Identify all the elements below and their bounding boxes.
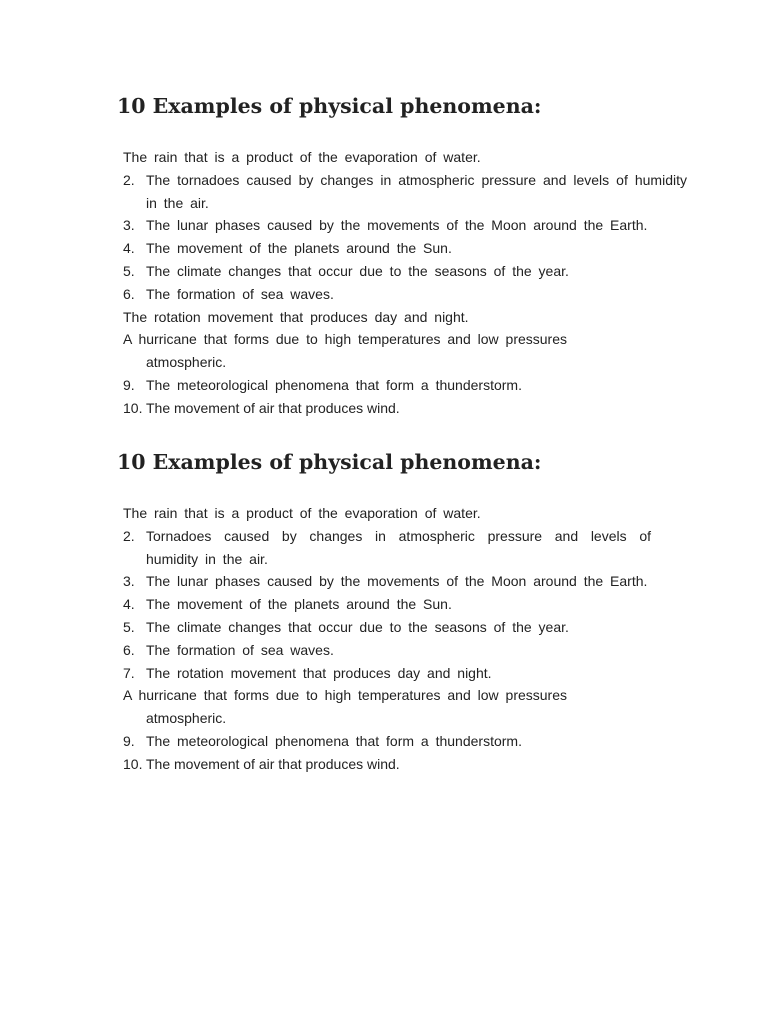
list-item-text: The formation of sea waves.	[146, 285, 334, 302]
list-item-text: Tornadoes caused by changes in atmospheric pressure and levels of humidity in the air.	[146, 527, 651, 567]
list-item-text: The movement of air that produces wind.	[146, 399, 400, 416]
list-item-number: 9.	[123, 376, 135, 393]
list-item-number: 6.	[123, 285, 135, 302]
list-item-number: 10.	[123, 755, 143, 772]
list-item-text: The climate changes that occur due to the seasons of the year.	[146, 618, 569, 635]
list-item	[123, 753, 687, 776]
list-item-number: 2.	[123, 171, 135, 188]
list-item-text: The rotation movement that produces day and night.	[146, 664, 492, 681]
list-item-text: The rain that is a product of the evaporation of water.	[123, 149, 481, 165]
list-item-text: A hurricane that forms due to high temperatures and low pressures atmospheric.	[123, 331, 567, 371]
phenomena-section-2	[117, 448, 687, 776]
list-item	[123, 397, 687, 420]
list-item-number: 5.	[123, 262, 135, 279]
list-item	[123, 684, 644, 730]
list-item-text: The meteorological phenomena that form a thunderstorm.	[146, 732, 522, 749]
list-item-text: The meteorological phenomena that form a thunderstorm.	[146, 376, 522, 393]
list-item-number: 3.	[123, 217, 135, 234]
list-item-text: The lunar phases caused by the movements of the Moon around the Earth.	[146, 217, 648, 234]
list-item	[123, 502, 687, 525]
list-item	[123, 593, 687, 616]
list-item	[123, 639, 687, 662]
list-item-number: 10.	[123, 399, 143, 416]
list-item	[123, 214, 687, 237]
list-item-number: 6.	[123, 641, 135, 658]
list-item-text: The rotation movement that produces day and night.	[123, 308, 469, 325]
list-item	[123, 374, 687, 397]
list-item	[123, 283, 687, 306]
list-item-text: The rain that is a product of the evaporation of water.	[123, 505, 481, 521]
list-item-number: 3.	[123, 573, 135, 590]
list-item	[123, 237, 687, 260]
list-item-text: The tornadoes caused by changes in atmospheric pressure and levels of humidity in the air.	[146, 171, 687, 211]
list-item-text: The formation of sea waves.	[146, 641, 334, 658]
list-item-number: 4.	[123, 240, 135, 257]
list-item	[123, 570, 687, 593]
list-item	[123, 662, 687, 685]
list-item-number: 5.	[123, 618, 135, 635]
phenomena-list	[117, 502, 687, 776]
section-heading: 10 Examples of physical phenomena:	[117, 450, 542, 474]
list-item-text: A hurricane that forms due to high temperatures and low pressures atmospheric.	[123, 687, 567, 727]
list-item	[123, 169, 687, 215]
phenomena-section-1	[117, 92, 687, 420]
list-item	[123, 260, 687, 283]
list-item	[123, 616, 687, 639]
list-item	[123, 525, 687, 571]
list-item-number: 7.	[123, 664, 135, 681]
list-item-text: The movement of the planets around the Sun.	[146, 240, 452, 257]
list-item-number: 4.	[123, 596, 135, 613]
list-item-number: 9.	[123, 732, 135, 749]
list-item-text: The movement of air that produces wind.	[146, 755, 400, 772]
list-item	[123, 306, 687, 329]
list-item	[123, 730, 687, 753]
phenomena-list	[117, 146, 687, 420]
list-item-number: 2.	[123, 527, 135, 544]
list-item-text: The climate changes that occur due to the seasons of the year.	[146, 262, 569, 279]
section-heading: 10 Examples of physical phenomena:	[117, 94, 542, 118]
list-item	[123, 328, 644, 374]
list-item-text: The lunar phases caused by the movements of the Moon around the Earth.	[146, 573, 648, 590]
list-item	[123, 146, 687, 169]
list-item-text: The movement of the planets around the Sun.	[146, 596, 452, 613]
